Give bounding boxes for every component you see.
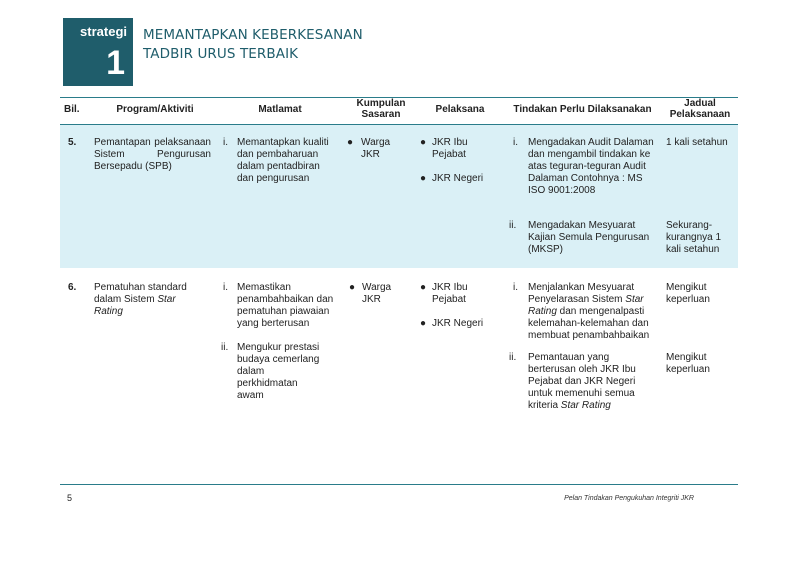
col-header-tindakan: Tindakan Perlu Dilaksanakan bbox=[513, 104, 652, 115]
footer-doc-title: Pelan Tindakan Pengukuhan Integriti JKR bbox=[564, 495, 694, 502]
row6-tindakan-item-1: i. Menjalankan Mesyuarat Penyelarasan Sistem Star Rating dan mengenalpasti kelemahan-kelemahan dan membuat penambahbaikan bbox=[513, 282, 650, 341]
row5-bil: 5. bbox=[68, 137, 77, 148]
page-title-line1: MEMANTAPKAN KEBERKESANAN bbox=[143, 27, 363, 43]
bullet-icon: ● bbox=[420, 282, 427, 293]
row5-pelaksana-item-1: ● JKR Ibu Pejabat bbox=[420, 137, 468, 160]
row6-jadual-1: Mengikut keperluan bbox=[666, 282, 710, 305]
row5-pelaksana-item-2: ● JKR Negeri bbox=[420, 173, 484, 184]
row5-jadual-2: Sekurang-kurangnya 1 kali setahun bbox=[666, 220, 722, 255]
col-header-pelaksana: Pelaksana bbox=[435, 104, 485, 115]
bullet-icon: ● bbox=[349, 282, 356, 293]
row6-program: Pematuhan standard dalam Sistem Star Rating bbox=[94, 282, 187, 317]
row5-matlamat-item: i. Memantapkan kualiti dan pembaharuan dalam pentadbiran dan pengurusan bbox=[223, 137, 329, 184]
col-header-bil: Bil. bbox=[64, 104, 80, 115]
col-header-jadual bbox=[662, 98, 738, 120]
page-title-line2: TADBIR URUS TERBAIK bbox=[143, 46, 299, 62]
page-title bbox=[143, 26, 363, 64]
row5-kumpulan-item: ● Warga JKR bbox=[347, 137, 391, 160]
row6-tindakan-item-2: ii. Pemantauan yang berterusan oleh JKR Ibu Pejabat dan JKR Negeri untuk memenuhi semua kriteria Star Rating bbox=[509, 352, 636, 411]
page-number: 5 bbox=[67, 493, 73, 503]
col-header-program: Program/Aktiviti bbox=[116, 104, 194, 115]
col-header-kumpulan-line1: Kumpulan bbox=[356, 98, 406, 109]
strategy-badge bbox=[63, 18, 133, 86]
col-header-kumpulan-line2: Sasaran bbox=[361, 109, 401, 120]
bullet-icon: ● bbox=[420, 173, 427, 184]
strategy-word: strategi bbox=[80, 24, 127, 39]
row6-matlamat-item-2: ii. Mengukur prestasi budaya cemerlang dalam perkhidmatan awam bbox=[221, 342, 320, 401]
row5-jadual-1: 1 kali setahun bbox=[666, 137, 728, 148]
row5-program: Pemantapan pelaksanaan Sistem Pengurusan Bersepadu (SPB) bbox=[94, 137, 211, 172]
footer-rule bbox=[60, 484, 738, 485]
row6-matlamat-item-1: i. Memastikan penambahbaikan dan pematuhan piawaian yang berterusan bbox=[223, 282, 334, 329]
strategy-number: 1 bbox=[106, 44, 125, 82]
row5-tindakan-item-1: i. Mengadakan Audit Dalaman dan mengambil tindakan ke atas teguran-teguran Audit Dalaman Contohnya : MS ISO 9001:2008 bbox=[513, 137, 654, 196]
row5-tindakan-item-2: ii. Mengadakan Mesyuarat Kajian Semula Pengurusan (MKSP) bbox=[509, 220, 650, 255]
col-header-jadual-line1: Jadual bbox=[684, 98, 716, 109]
bullet-icon: ● bbox=[347, 137, 354, 148]
row6-pelaksana-item-2: ● JKR Negeri bbox=[420, 318, 484, 329]
bullet-icon: ● bbox=[420, 318, 427, 329]
row6-jadual-2: Mengikut keperluan bbox=[666, 352, 710, 375]
row6-kumpulan-item: ● Warga JKR bbox=[349, 282, 392, 305]
row6-bil: 6. bbox=[68, 282, 77, 293]
col-header-jadual-line2: Pelaksanaan bbox=[669, 109, 731, 120]
col-header-matlamat: Matlamat bbox=[258, 104, 302, 115]
table-row bbox=[60, 268, 738, 269]
col-header-kumpulan bbox=[345, 98, 417, 120]
bullet-icon: ● bbox=[420, 137, 427, 148]
row6-pelaksana-item-1: ● JKR Ibu Pejabat bbox=[420, 282, 468, 305]
